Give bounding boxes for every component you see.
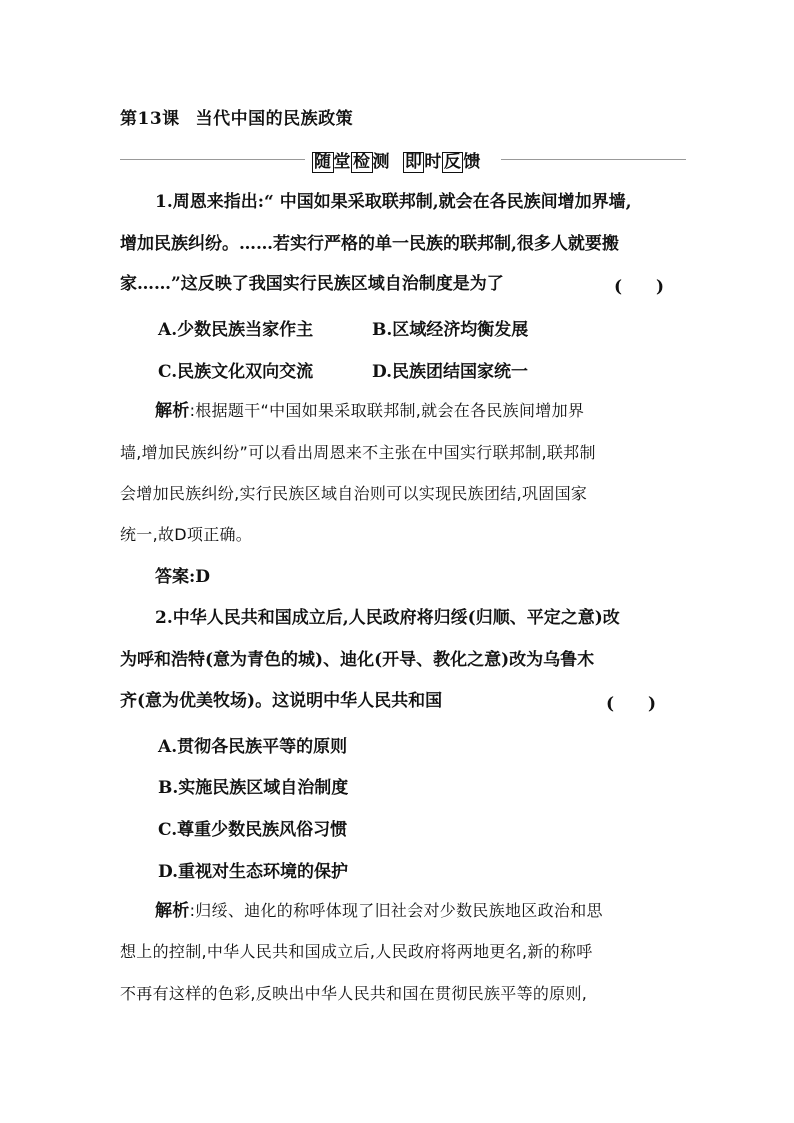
q1-explanation-text-1: :根据题干“中国如果采取联邦制,就会在各民族间增加界 [189,401,585,420]
q1-stem-line-3: 家……”这反映了我国实行民族区域自治制度是为了 [120,274,504,294]
q1-option-c: C.民族文化双向交流 [158,362,314,382]
q2-explanation-text-1: :归绥、迪化的称呼体现了旧社会对少数民族地区政治和思 [189,901,603,920]
q1-explanation-line-3: 会增加民族纠纷,实行民族区域自治则可以实现民族团结,巩固国家 [120,484,588,503]
lesson-title [120,104,353,129]
q1-stem-line-2: 增加民族纠纷。……若实行严格的单一民族的联邦制,很多人就要搬 [120,234,619,254]
section-rule-right [501,159,686,160]
q2-option-b: B.实施民族区域自治制度 [158,778,349,798]
q2-explanation-line-2: 想上的控制,中华人民共和国成立后,人民政府将两地更名,新的称呼 [120,942,593,961]
q2-option-a: A.贯彻各民族平等的原则 [158,737,348,757]
q1-explanation-line-4: 统一,故D项正确。 [120,525,253,544]
q2-stem-line-1: 2.中华人民共和国成立后,人民政府将归绥(归顺、平定之意)改 [155,608,620,628]
q1-answer-blank: ( ) [614,277,665,297]
section-char-3: 检 [353,152,371,172]
section-rule-left [120,159,305,160]
q2-stem-line-2: 为呼和浩特(意为青色的城)、迪化(开导、教化之意)改为乌鲁木 [120,650,595,670]
q1-option-a: A.少数民族当家作主 [158,320,314,340]
q2-option-d: D.重视对生态环境的保护 [158,862,349,882]
section-char-4: 测 [372,152,390,172]
q2-answer-blank: ( ) [606,694,657,714]
q2-explanation-label: 解析 [155,901,190,921]
section-char-6: 时 [424,152,442,172]
section-header [120,145,686,175]
q2-stem-line-3: 齐(意为优美牧场)。这说明中华人民共和国 [120,691,443,711]
q2-explanation-line-3: 不再有这样的色彩,反映出中华人民共和国在贯彻民族平等的原则, [120,984,588,1003]
section-char-1: 随 [314,152,332,172]
q1-answer: 答案:D [155,567,211,587]
lesson-name: 当代中国的民族政策 [195,109,354,129]
q1-explanation-label: 解析 [155,401,190,421]
q2-option-c: C.尊重少数民族风俗习惯 [158,820,348,840]
q1-option-d: D.民族团结国家统一 [372,362,529,382]
q1-stem-line-1: 1.周恩来指出:“ 中国如果采取联邦制,就会在各民族间增加界墙, [155,192,632,212]
lesson-number: 第13课 [120,109,180,129]
section-char-5: 即 [404,152,423,172]
q1-option-b: B.区域经济均衡发展 [372,320,529,340]
q1-explanation-line-2: 墙,增加民族纠纷”可以看出周恩来不主张在中国实行联邦制,联邦制 [120,443,596,462]
q2-explanation-line-1 [155,899,680,923]
q1-explanation-line-1 [155,399,680,423]
section-char-7: 反 [443,152,462,172]
section-label [312,147,481,173]
section-char-8: 馈 [463,152,481,172]
section-char-2: 堂 [333,152,351,172]
